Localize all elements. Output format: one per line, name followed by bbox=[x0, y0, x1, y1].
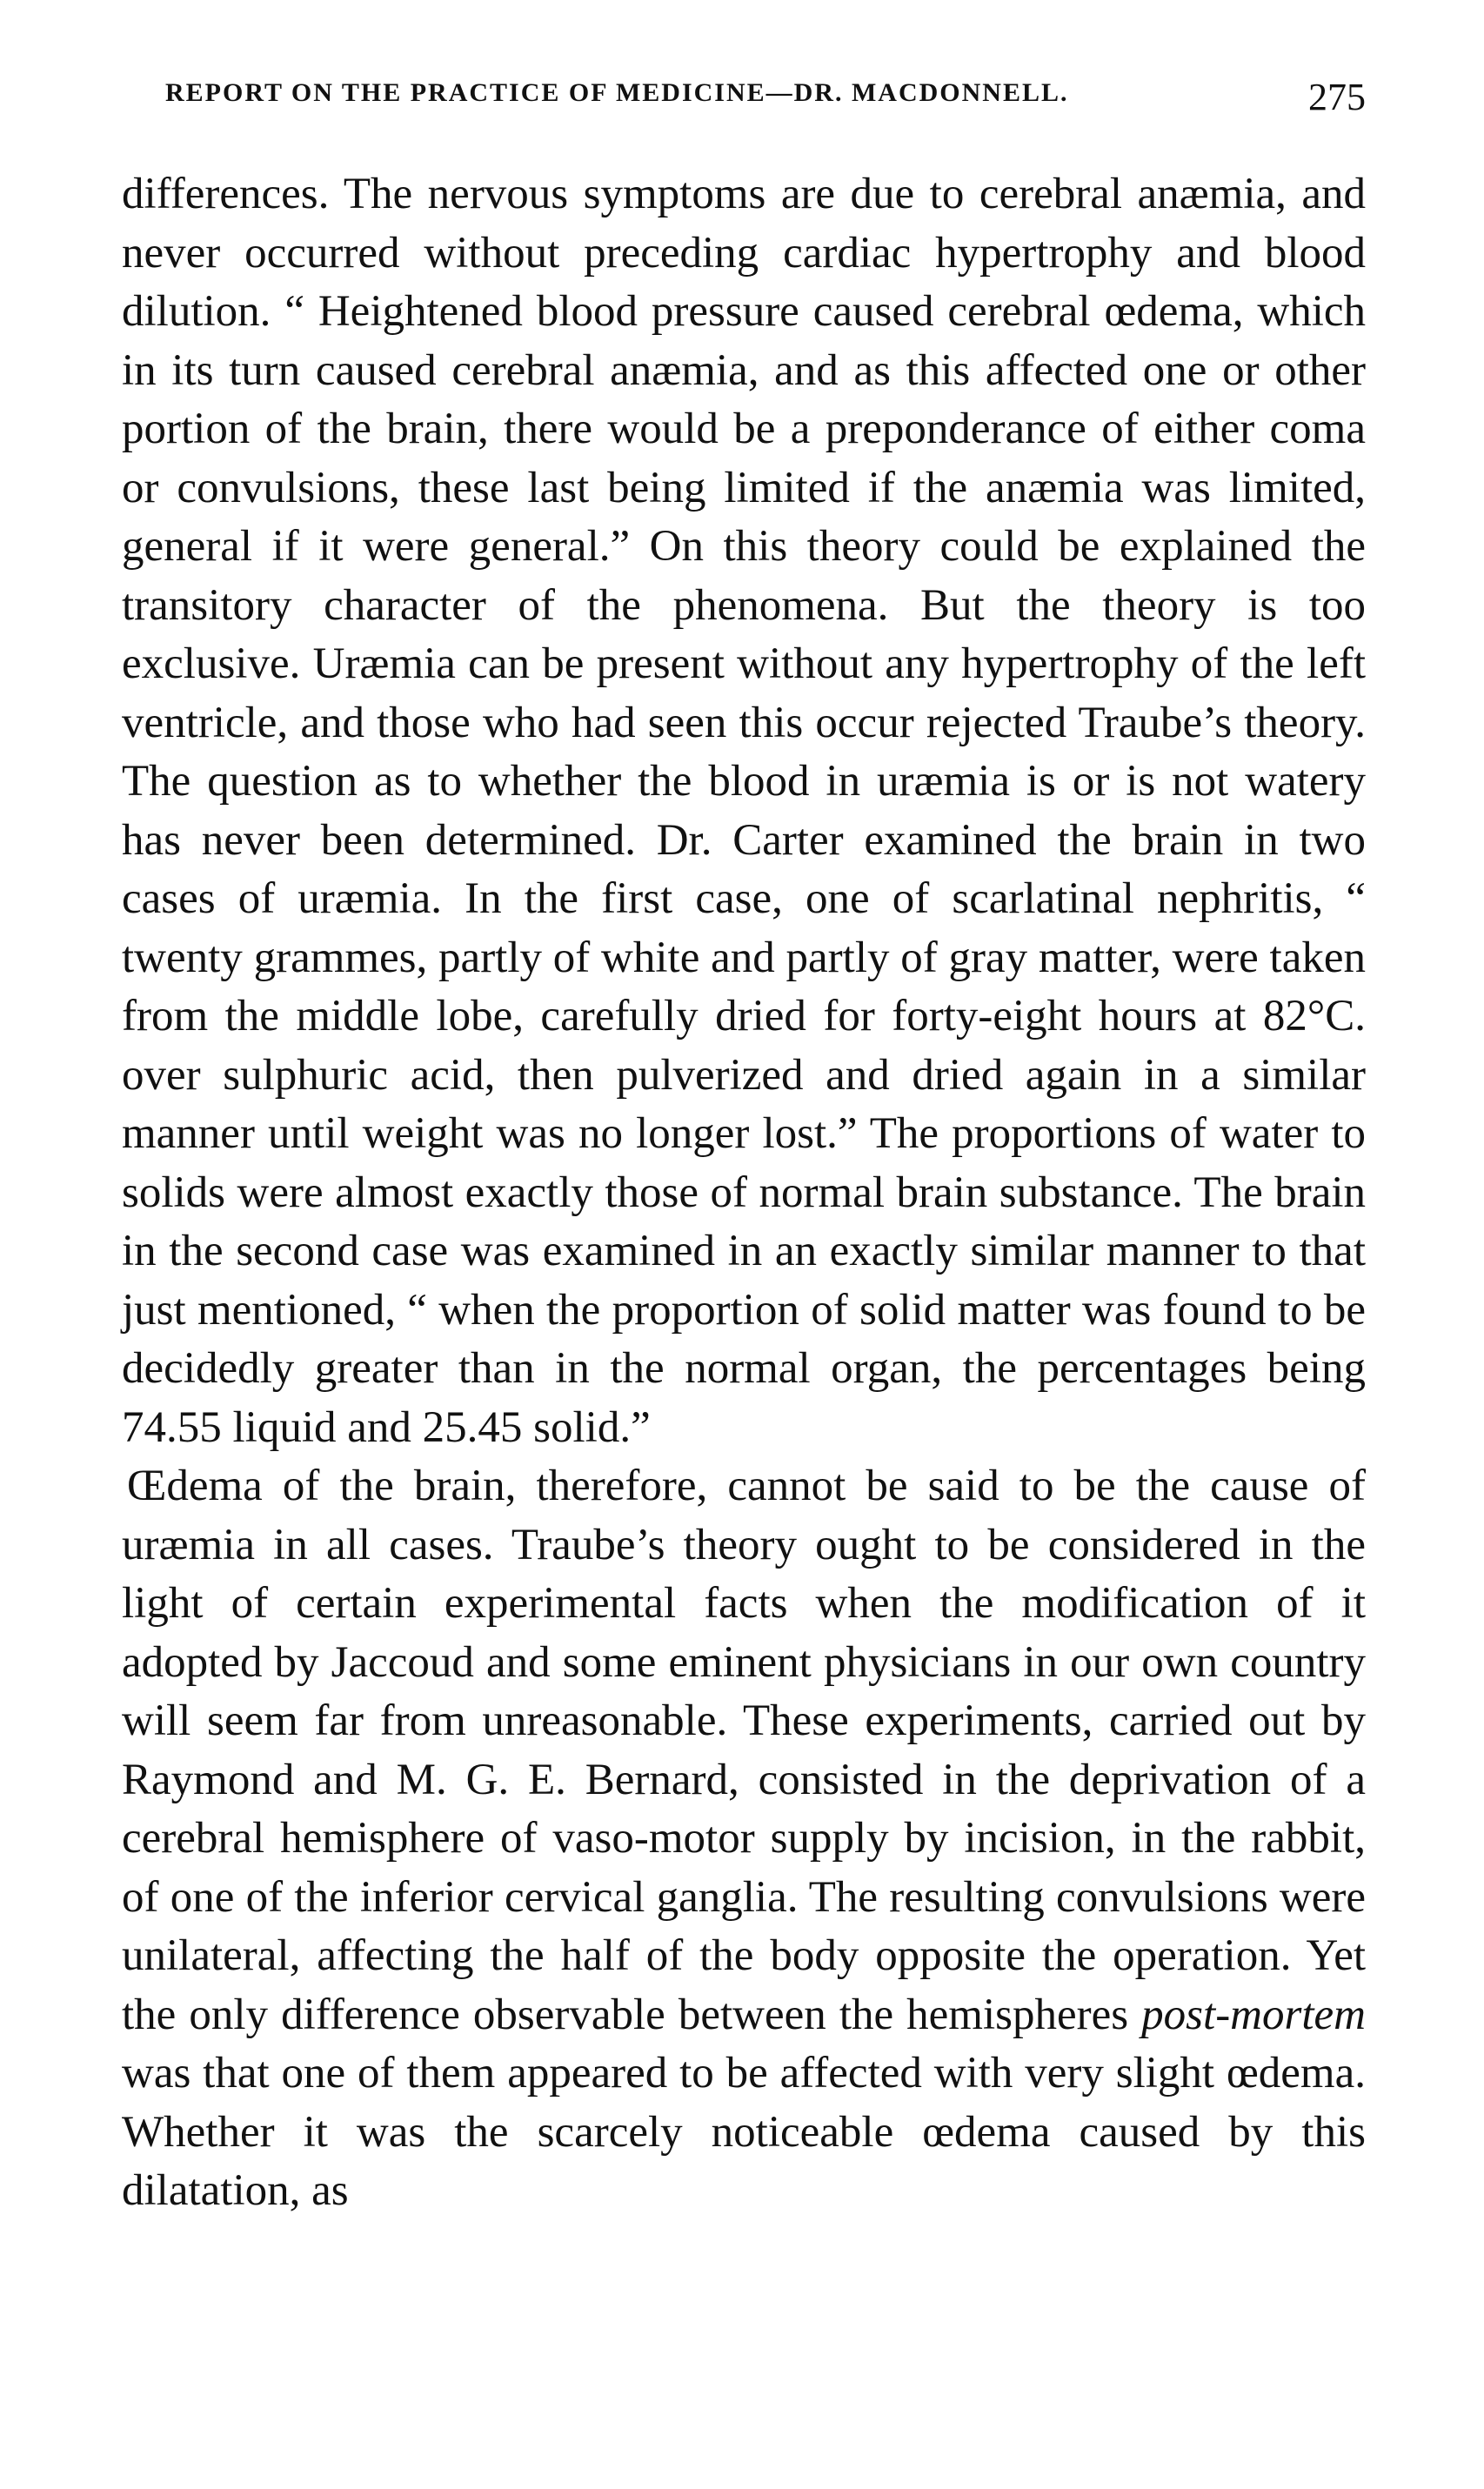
paragraph-2-text-a: Œdema of the brain, therefore, cannot be said to be the cause of uræmia in all cases. Traube’s theory ought to be considered in the light of certain experimental facts when the modification of it adopted by Jaccoud and some eminent physicians in our own country will seem far from unreasonable. These experiments, carried out by Raymond and M. G. E. Bernard, consisted in the deprivation of a cerebral hemisphere of vaso-motor supply by incision, in the rabbit, of one of the inferior cervical ganglia. The resulting convulsions were unilateral, affecting the half of the body opposite the operation. Yet the only difference observable between the hemispheres bbox=[122, 1462, 1366, 2039]
paragraph-1: differences. The nervous symptoms are due to cerebral anæmia, and never occurred without preceding cardiac hypertrophy and blood dilution. “ Heightened blood pressure caused cerebral œdema, which in its turn caused cerebral anæmia, and as this affected one or other portion of the brain, there would be a preponderance of either coma or convulsions, these last being limited if the anæmia was limited, general if it were general.” On this theory could be explained the transitory character of the phenomena. But the theory is too exclusive. Uræmia can be present without any hypertrophy of the left ventricle, and those who had seen this occur rejected Traube’s theory. The question as to whether the blood in uræmia is or is not watery has never been determined. Dr. Carter examined the brain in two cases of uræmia. In the first case, one of scarlatinal nephritis, “ twenty grammes, partly of white and partly of gray matter, were taken from the middle lobe, carefully dried for forty-eight hours at 82°C. over sulphuric acid, then pulverized and dried again in a similar manner until weight was no longer lost.” The proportions of water to solids were almost exactly those of normal brain substance. The brain in the second case was examined in an exactly similar manner to that just mentioned, “ when the proportion of solid matter was found to be decidedly greater than in the normal organ, the percentages being 74.55 liquid and 25.45 solid.” bbox=[122, 170, 1366, 1452]
page-number: 275 bbox=[1308, 76, 1366, 118]
paragraph-2 bbox=[122, 1457, 1366, 2221]
italic-term-post-mortem: post-mortem bbox=[1141, 1990, 1366, 2039]
running-title: REPORT ON THE PRACTICE OF MEDICINE—DR. MACDONNELL. bbox=[165, 78, 1069, 107]
paragraph-2-text-b: was that one of them appeared to be affected with very slight œdema. Whether it was the scarcely noticeable œdema caused by this dilatation, as bbox=[122, 2049, 1366, 2215]
body-text bbox=[122, 165, 1366, 2221]
running-header bbox=[122, 78, 1366, 130]
document-page bbox=[122, 78, 1366, 2221]
